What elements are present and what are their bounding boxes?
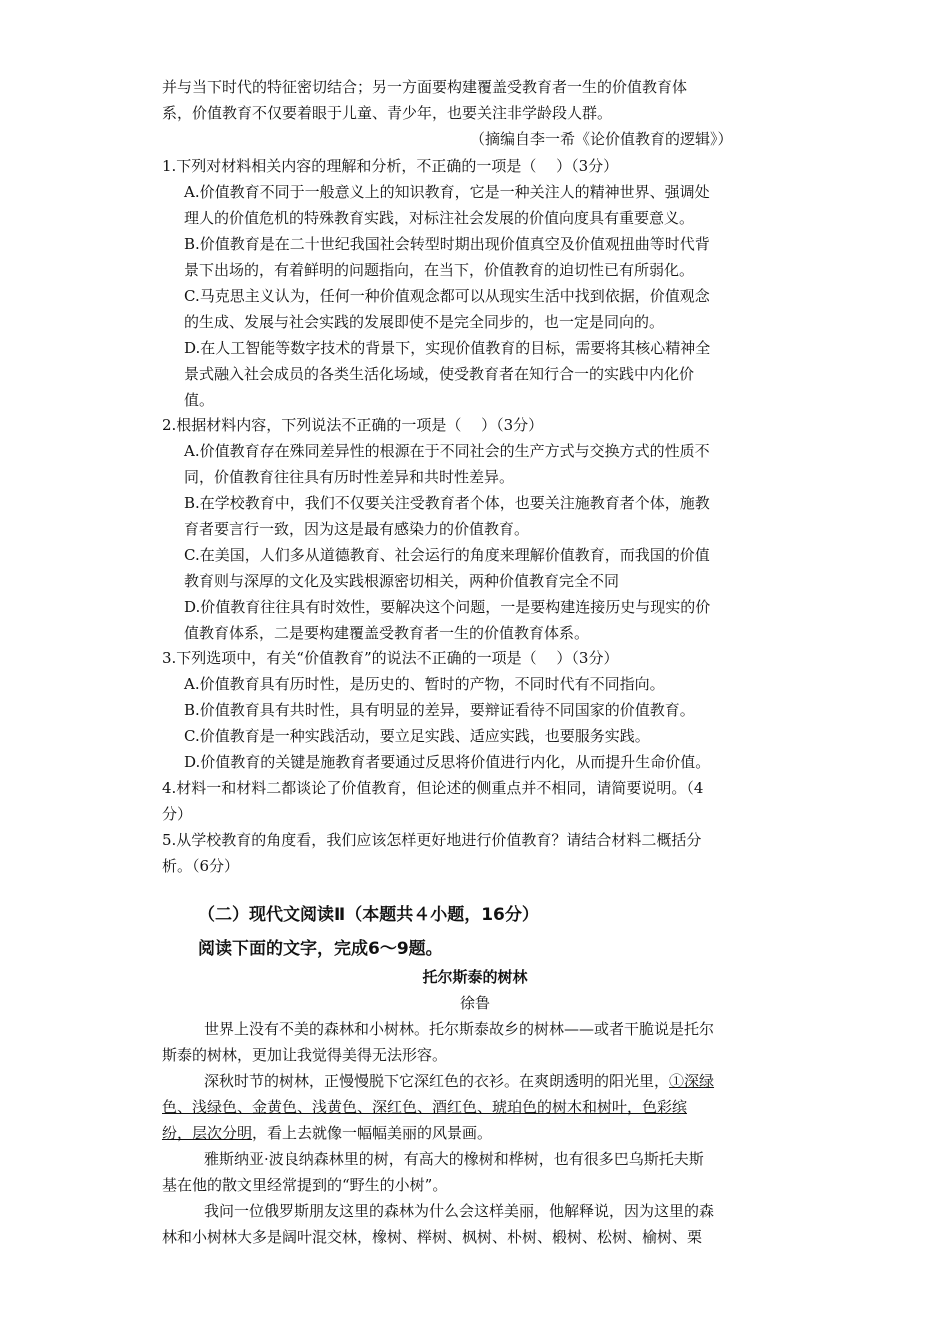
text-line: 并与当下时代的特征密切结合；另一方面要构建覆盖受教育者一生的价值教育体 xyxy=(162,78,688,96)
option-b: B.在学校教育中，我们不仅要关注受教育者个体，也要关注施教育者个体，施教 xyxy=(184,494,710,512)
question-stem-cont: 析。（6分） xyxy=(162,857,240,875)
source-citation: （摘编自李一希《论价值教育的逻辑》） xyxy=(470,130,733,148)
option-d: D.在人工智能等数字技术的背景下，实现价值教育的目标，需要将其核心精神全 xyxy=(184,339,711,357)
paragraph-text: 深秋时节的树林，正慢慢脱下它深红色的衣衫。在爽朗透明的阳光里， xyxy=(204,1072,670,1090)
paragraph-line: 我问一位俄罗斯朋友这里的森林为什么会这样美丽，他解释说，因为这里的森 xyxy=(204,1202,715,1220)
option-d-cont: 景式融入社会成员的各类生活化场域，使受教育者在知行合一的实践中内化价 xyxy=(184,365,695,383)
text-line: 系，价值教育不仅要着眼于儿童、青少年，也要关注非学龄段人群。 xyxy=(162,104,613,122)
option-b-cont: 景下出场的，有着鲜明的问题指向，在当下，价值教育的迫切性已有所弱化。 xyxy=(184,261,695,279)
paragraph-line: 斯泰的树林，更加让我觉得美得无法形容。 xyxy=(162,1046,448,1064)
paragraph-text: ，看上去就像一幅幅美丽的风景画。 xyxy=(252,1124,493,1142)
option-c: C.价值教育是一种实践活动，要立足实践、适应实践，也要服务实践。 xyxy=(184,727,650,745)
option-b-cont: 育者要言行一致，因为这是最有感染力的价值教育。 xyxy=(184,520,530,538)
paragraph-line: 林和小树林大多是阔叶混交林，橡树、榉树、枫树、朴树、椴树、松树、榆树、栗 xyxy=(162,1228,703,1246)
article-author: 徐鲁 xyxy=(459,994,490,1012)
option-d: D.价值教育往往具有时效性，要解决这个问题，一是要构建连接历史与现实的价 xyxy=(184,598,711,616)
paragraph-line: 基在他的散文里经常提到的“野生的小树”。 xyxy=(162,1176,448,1194)
question-stem: 2.根据材料内容，下列说法不正确的一项是（ ）（3分） xyxy=(162,416,544,434)
underlined-sentence-1-end: 纷，层次分明 xyxy=(162,1124,253,1142)
section-title: （二）现代文阅读Ⅱ（本题共４小题，16分） xyxy=(198,905,539,925)
option-d-cont: 值教育体系，二是要构建覆盖受教育者一生的价值教育体系。 xyxy=(184,624,590,642)
option-c-cont: 教育则与深厚的文化及实践根源密切相关，两种价值教育完全不同 xyxy=(184,572,620,590)
option-b: B.价值教育是在二十世纪我国社会转型时期出现价值真空及价值观扭曲等时代背 xyxy=(184,235,710,253)
option-d-cont: 值。 xyxy=(184,391,215,409)
option-a-cont: 理人的价值危机的特殊教育实践，对标注社会发展的价值向度具有重要意义。 xyxy=(184,209,695,227)
option-a: A.价值教育具有历时性，是历史的、暂时的产物，不同时代有不同指向。 xyxy=(184,675,665,693)
option-c: C.马克思主义认为，任何一种价值观念都可以从现实生活中找到依据，价值观念 xyxy=(184,287,710,305)
option-c: C.在美国，人们多从道德教育、社会运行的角度来理解价值教育，而我国的价值 xyxy=(184,546,710,564)
question-stem: 1.下列对材料相关内容的理解和分析，不正确的一项是（ ）（3分） xyxy=(162,157,619,175)
option-b: B.价值教育具有共时性，具有明显的差异，要辩证看待不同国家的价值教育。 xyxy=(184,701,695,719)
question-stem: 5.从学校教育的角度看，我们应该怎样更好地进行价值教育？请结合材料二概括分 xyxy=(162,831,702,849)
question-stem-cont: 分） xyxy=(162,805,193,823)
paragraph-line: 雅斯纳亚·波良纳森林里的树，有高大的橡树和桦树，也有很多巴乌斯托夫斯 xyxy=(204,1150,704,1168)
option-a: A.价值教育不同于一般意义上的知识教育，它是一种关注人的精神世界、强调处 xyxy=(184,183,710,201)
question-stem: 4.材料一和材料二都谈论了价值教育，但论述的侧重点并不相同，请简要说明。（4 xyxy=(162,779,704,797)
section-instruction: 阅读下面的文字，完成6～9题。 xyxy=(198,939,443,959)
option-c-cont: 的生成、发展与社会实践的发展即使不是完全同步的，也一定是同向的。 xyxy=(184,313,665,331)
underlined-sentence-1: ①深绿 xyxy=(669,1072,715,1090)
paragraph-line xyxy=(204,1070,714,1092)
option-d: D.价值教育的关键是施教育者要通过反思将价值进行内化，从而提升生命价值。 xyxy=(184,753,711,771)
article-title: 托尔斯泰的树林 xyxy=(422,968,528,986)
option-a: A.价值教育存在殊同差异性的根源在于不同社会的生产方式与交换方式的性质不 xyxy=(184,442,710,460)
underlined-sentence-1-cont: 色、浅绿色、金黄色、浅黄色、深红色、酒红色、琥珀色的树木和树叶，色彩缤 xyxy=(162,1098,688,1116)
option-a-cont: 同，价值教育往往具有历时性差异和共时性差异。 xyxy=(184,468,515,486)
paragraph-line xyxy=(162,1122,492,1144)
paragraph-line: 世界上没有不美的森林和小树林。托尔斯泰故乡的树林——或者干脆说是托尔 xyxy=(204,1020,715,1038)
question-stem: 3.下列选项中，有关“价值教育”的说法不正确的一项是（ ）（3分） xyxy=(162,649,619,667)
